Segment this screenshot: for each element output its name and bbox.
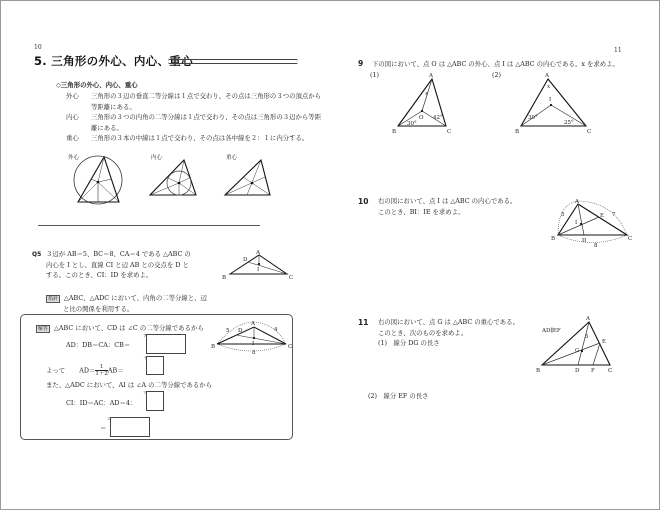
q5-line: 内心を I とし、直線 CI と辺 AB との交点を D と [46, 260, 189, 269]
label-ab: 5 [561, 212, 565, 218]
q11-line: このとき、次のものを求めよ。 [378, 328, 468, 337]
solution-line-6: ＝ [100, 424, 107, 432]
q9-sub1: (1) [370, 71, 380, 79]
blank-label: イ [143, 355, 147, 360]
q11-text [378, 317, 519, 349]
fraction [95, 364, 108, 377]
hint-line: と比の関係を利用する。 [63, 304, 134, 313]
q11-number: 11 [358, 318, 369, 327]
label-b: B [392, 129, 397, 135]
solution-text: AB＝ [107, 366, 124, 375]
label-b: B [222, 275, 227, 281]
solution-line-4: また、△ADC において、AI は ∠A の二等分線であるから [46, 381, 213, 389]
label-a: A [586, 316, 590, 322]
label-x: x [425, 91, 429, 97]
label-f: F [591, 368, 595, 374]
summary-heading: ◇三角形の外心、内心、重心 [56, 81, 138, 89]
q10-line: 右の図において、点 I は △ABC の内心である。 [378, 197, 517, 205]
label-g: G [575, 348, 580, 354]
q9-figure-2 [515, 73, 593, 135]
label-a: A [575, 199, 579, 205]
label-c: C [587, 129, 592, 135]
label-i: I [257, 267, 260, 273]
label-i: I [575, 220, 578, 226]
circumcenter-figure [70, 155, 130, 205]
label-angle-c: 42° [433, 115, 443, 121]
page-number-right: 11 [614, 47, 622, 54]
page-number-left: 10 [34, 44, 42, 51]
label-a: A [251, 321, 255, 327]
label-a: A [545, 73, 549, 79]
label-a: A [429, 73, 433, 79]
blank-label: エ [107, 416, 111, 421]
label-c: C [288, 344, 293, 350]
term: 外心 [66, 92, 79, 100]
label-angle-b: 30° [407, 121, 417, 127]
q5-hint [46, 293, 207, 314]
definition: 三角形の３つの内角の二等分線は１点で交わり、その点は三角形の３辺から等距 [91, 113, 322, 121]
label-b: B [551, 236, 556, 242]
solution-text: △ABC において、CD は ∠C の二等分線であるから [54, 324, 204, 332]
solution-line-1 [36, 323, 204, 334]
figure-label-circumcenter: 外心 [68, 155, 80, 161]
label-ac: 4 [274, 327, 278, 333]
summary-item-incenter [66, 112, 321, 133]
label-bc: 8 [252, 350, 256, 356]
label-c: C [608, 368, 613, 374]
q9-sub2: (2) [492, 71, 502, 79]
q10-line: このとき、BI：IE を求めよ。 [378, 207, 465, 216]
q10-number: 10 [358, 197, 369, 206]
q10-figure [551, 199, 636, 250]
label-angle-b: 30° [528, 115, 538, 121]
q9-number: 9 [358, 59, 364, 68]
q5-number: Q5 [32, 251, 42, 258]
q10-text [378, 196, 516, 217]
solution-line-5: CI：ID＝AC：AD＝4： [66, 399, 137, 407]
figure-label-centroid: 重心 [226, 155, 238, 161]
label-c: C [289, 275, 294, 281]
label-d: D [575, 368, 580, 374]
q11-part2: (2) 線分 EF の長さ [368, 392, 429, 400]
label-d: D [243, 257, 248, 263]
label-i: I [549, 97, 552, 103]
term: 内心 [66, 113, 79, 121]
blank-label: ア [143, 333, 147, 338]
label-e: E [602, 339, 607, 345]
label-a: A [256, 250, 260, 256]
label-b: B [536, 368, 541, 374]
solution-line-3 [46, 364, 124, 377]
q5-figure [220, 252, 300, 282]
q9-text: 下の図において、点 O は △ABC の外心、点 I は △ABC の内心である。x を求めよ。 [372, 60, 619, 68]
q11-part1: (1) 線分 DG の長さ [378, 339, 440, 347]
definition-cont: 等距離にある。 [91, 102, 136, 111]
hint-tag: 指針 [48, 296, 59, 302]
label-b: B [211, 344, 216, 350]
answer-blank-d[interactable] [107, 416, 150, 437]
title-rule [168, 59, 298, 64]
label-ag: 5 [585, 334, 589, 340]
label-parallel-note: AD∥EF [542, 328, 561, 334]
label-i: I [252, 341, 255, 347]
label-ab: 5 [226, 328, 230, 334]
q11-line: 右の図において、点 G は △ABC の重心である。 [378, 318, 519, 326]
label-d: D [238, 328, 243, 334]
label-c: C [628, 236, 633, 242]
label-o: O [419, 115, 424, 121]
q9-figure-1 [392, 73, 460, 135]
label-c: C [447, 129, 452, 135]
term: 重心 [66, 134, 79, 142]
centroid-figure [223, 158, 273, 198]
label-angle-c: 25° [564, 120, 574, 126]
hint-line: △ABC、△ADC において、内角の二等分線と、辺 [64, 294, 207, 302]
answer-blank-b[interactable] [143, 355, 164, 375]
q5-line: ３辺が AB＝5、BC＝8、CA＝4 である △ABC の [46, 250, 191, 258]
numerator: 1 [95, 364, 108, 371]
q11-figure [536, 316, 630, 374]
definition: 三角形の３辺の垂直二等分線は１点で交わり、その点は三角形の３つの頂点から [91, 92, 322, 100]
denominator: 1＋2 [95, 371, 108, 377]
figure-label-incenter: 内心 [151, 155, 163, 161]
summary-item-centroid [66, 133, 321, 144]
section-title: 5. 三角形の外心、内心、重心 [34, 54, 193, 68]
solution-line-2: AD：DB＝CA：CB＝ [66, 341, 131, 349]
q5-text [46, 249, 191, 281]
label-b: B [515, 129, 520, 135]
solution-figure [211, 318, 294, 356]
section-divider [38, 225, 260, 226]
label-ac: 7 [612, 212, 616, 218]
label-e: E [600, 213, 605, 219]
label-d: D [582, 238, 587, 244]
label-bc: 8 [594, 243, 598, 249]
summary-list [66, 91, 321, 144]
summary-item-circumcenter [66, 91, 321, 112]
solution-text: よって [46, 366, 66, 375]
definition-cont: 離にある。 [91, 123, 123, 132]
answer-blank-c[interactable] [143, 390, 164, 411]
q5-line: する。このとき、CI：ID を求めよ。 [46, 271, 153, 279]
solution-text: AD＝ [79, 366, 96, 375]
answer-blank-a[interactable] [143, 333, 186, 354]
solution-tag: 解答 [38, 326, 49, 332]
blank-label: ウ [143, 390, 147, 395]
incenter-figure [148, 158, 198, 198]
label-x: x [547, 84, 551, 90]
definition: 三角形の３本の中線は１点で交わり、その点は各中線を２：１に内分する。 [91, 134, 309, 142]
